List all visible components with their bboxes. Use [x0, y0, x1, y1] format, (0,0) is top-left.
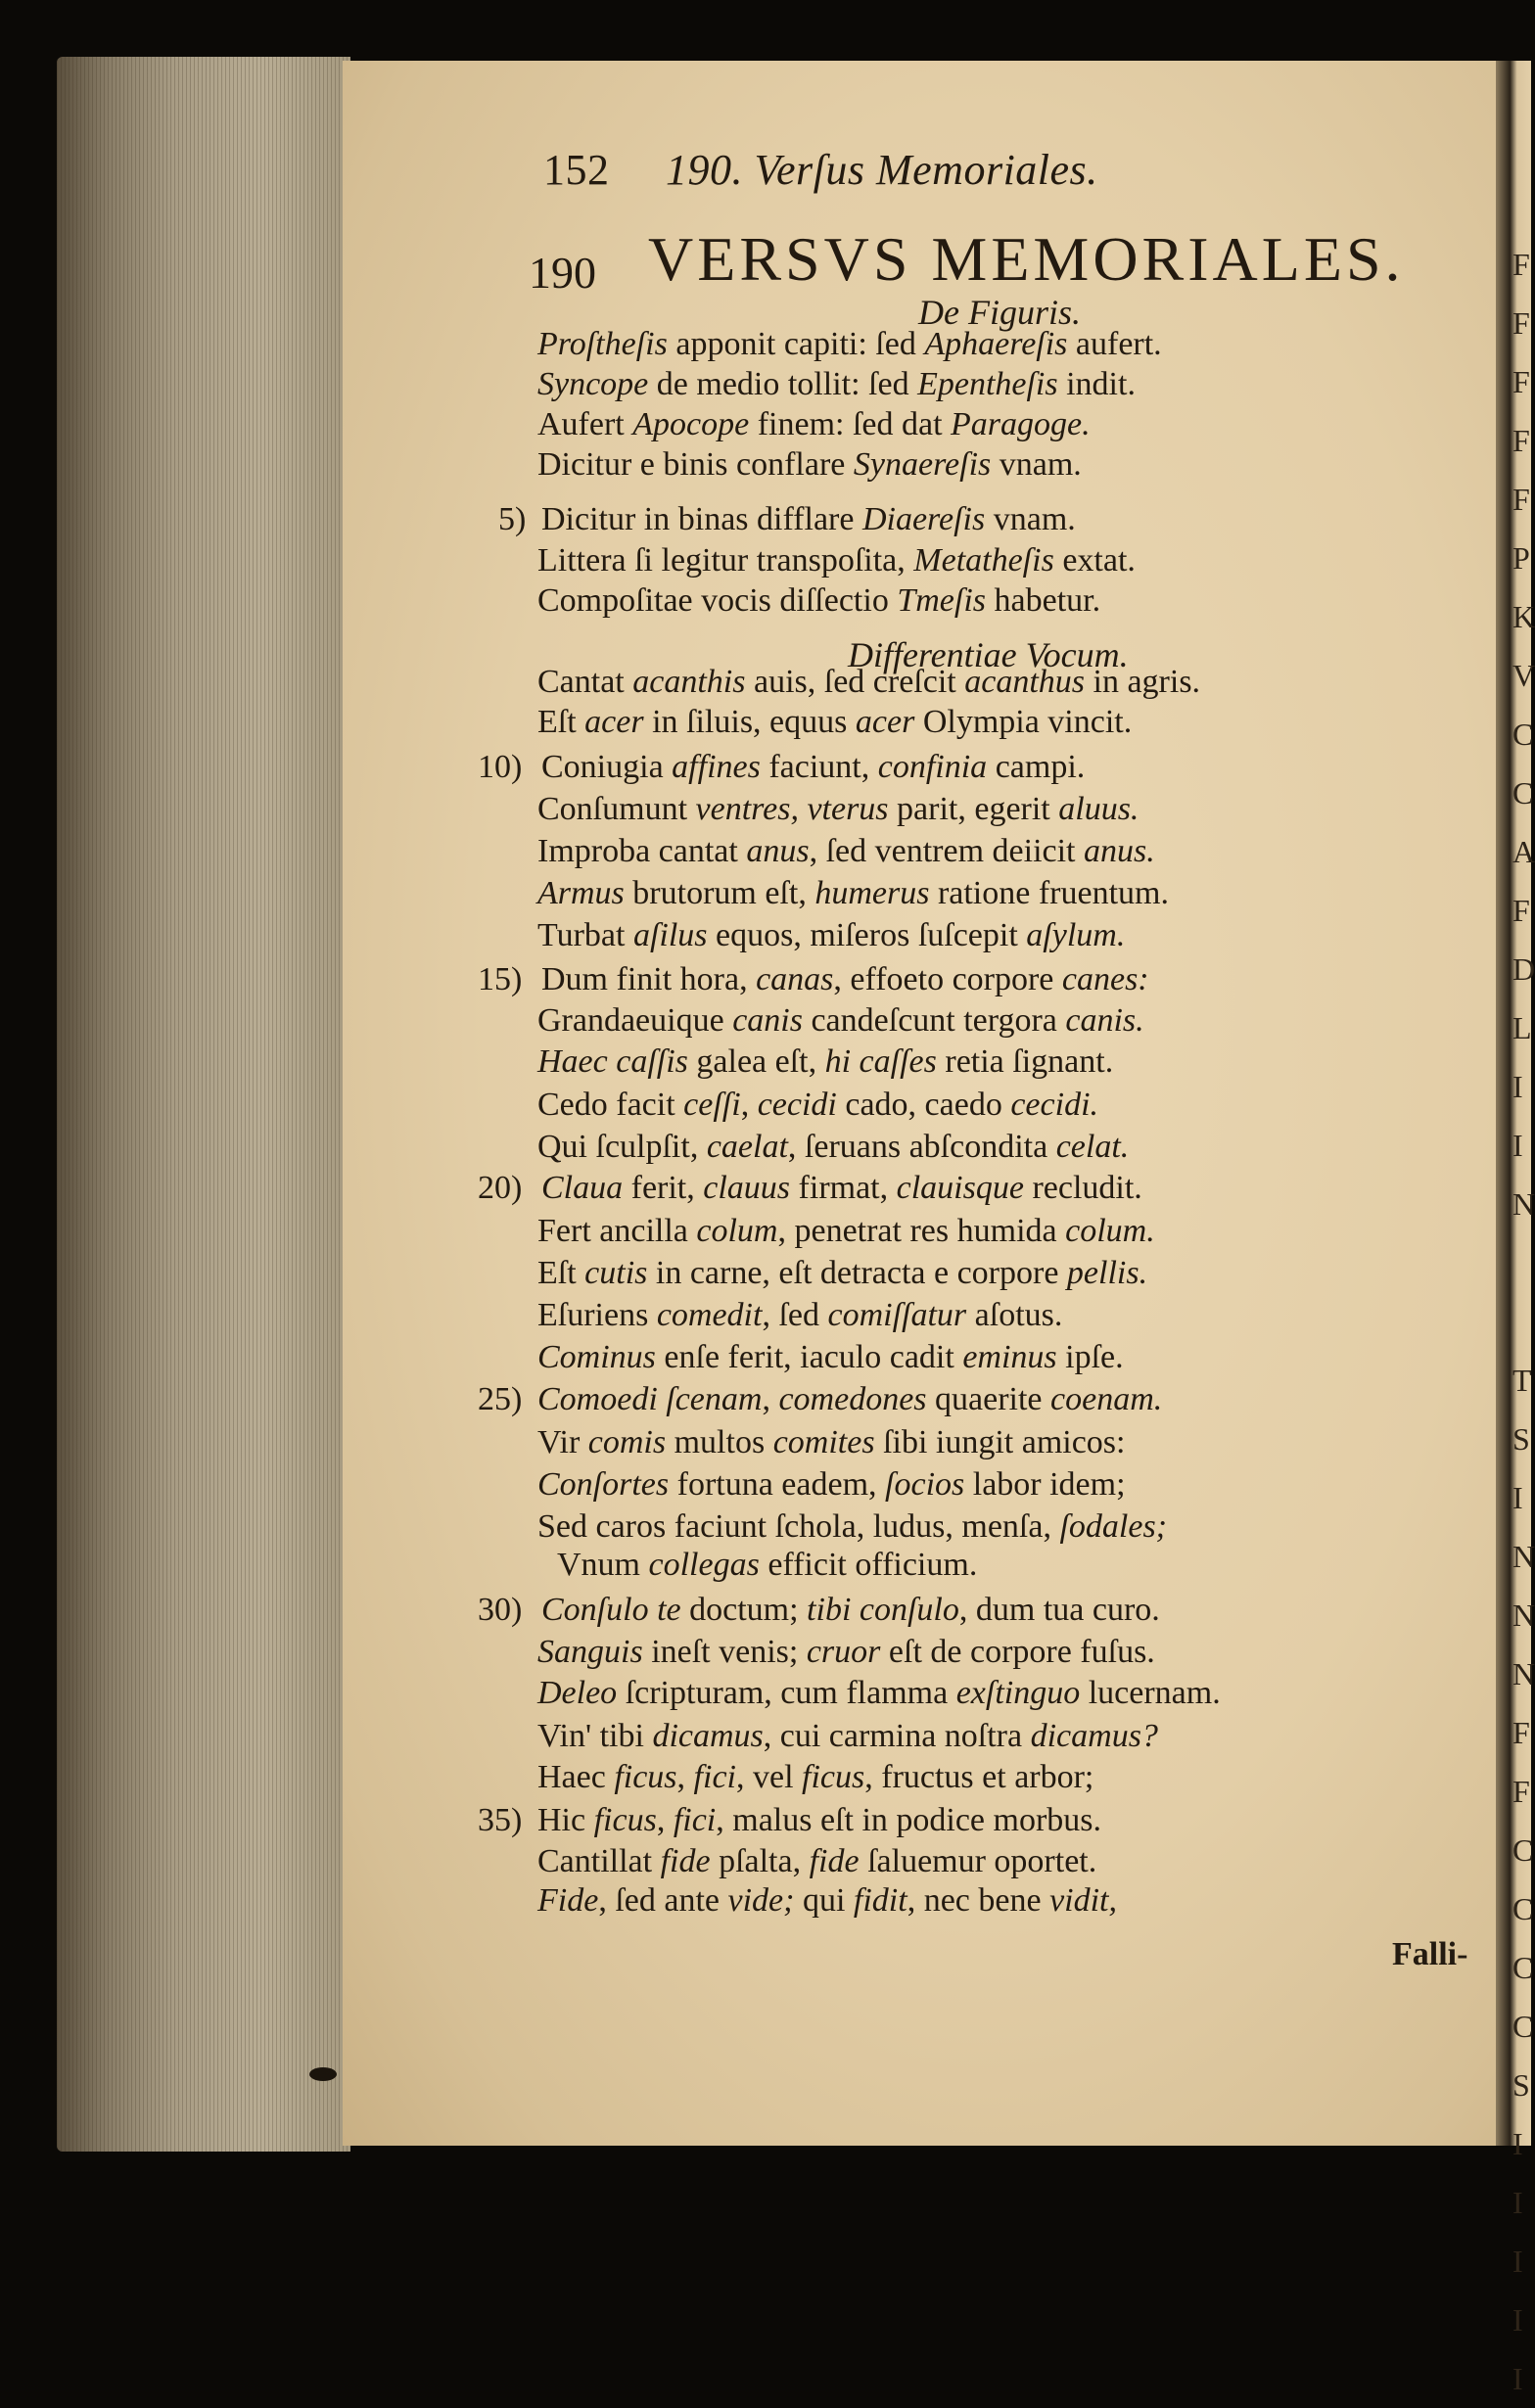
verse-line [537, 1131, 1129, 1164]
italic-word: caelat [706, 1129, 788, 1165]
verse-text: parit, egerit [888, 791, 1059, 827]
italic-word: colum [696, 1213, 778, 1249]
running-head [543, 145, 1098, 195]
italic-word: ficus [614, 1759, 677, 1795]
verse-text: Aufert [537, 406, 633, 442]
italic-word: comites [772, 1424, 875, 1460]
verse-text: doctum; [680, 1592, 808, 1628]
subtitle-figures: De Figuris. [918, 293, 1081, 332]
verse-text: pſalta, [710, 1843, 810, 1879]
verse-line [541, 1594, 1160, 1627]
italic-word: Claua [541, 1170, 624, 1206]
italic-word: acanthis [632, 664, 746, 700]
verse-text: Eſuriens [537, 1297, 657, 1333]
italic-word: celat. [1055, 1129, 1130, 1165]
verse-text: ineſt venis; [642, 1634, 807, 1670]
verse-text: , penetrat res humida [777, 1213, 1066, 1249]
italic-word: aſylum. [1026, 917, 1126, 953]
verse-text: Littera ſi legitur transpoſita, [537, 542, 914, 579]
verse-text: firmat, [790, 1170, 897, 1206]
verse-text: aſotus. [966, 1297, 1063, 1333]
italic-word: collegas [648, 1547, 760, 1583]
verse-line [537, 1341, 1124, 1374]
verse-text: , cui carmina noſtra [763, 1718, 1031, 1754]
verse-text: Vnum [557, 1547, 649, 1583]
italic-word: ſodales; [1059, 1508, 1168, 1545]
verse-line [537, 835, 1155, 868]
verse-text: fortuna eadem, [669, 1466, 886, 1503]
verse-line [537, 368, 1136, 401]
verse-line [537, 1299, 1062, 1332]
verse-text: Compoſitae vocis diſſectio [537, 582, 898, 619]
italic-word: fide [660, 1843, 711, 1879]
italic-word: hi caſſes [824, 1043, 937, 1080]
verse-text: ferit, [623, 1170, 704, 1206]
verse-text: Dum finit hora, [541, 961, 757, 997]
verse-text: Coniugia [541, 749, 673, 785]
italic-word: Fide [537, 1882, 599, 1919]
italic-word: colum. [1065, 1213, 1155, 1249]
verse-text: extat. [1053, 542, 1136, 579]
verse-line [537, 1257, 1147, 1290]
verse-line [537, 1720, 1158, 1753]
verse-line [537, 408, 1091, 441]
italic-word: aluus. [1058, 791, 1140, 827]
verse-text: in ſiluis, equus [643, 704, 856, 740]
italic-word: acer [855, 704, 915, 740]
italic-word: coenam. [1050, 1381, 1163, 1417]
section-title: VERSVS MEMORIALES. [648, 224, 1405, 294]
verse-line [537, 877, 1169, 910]
italic-word: Epentheſis [917, 366, 1058, 402]
italic-word: Diaereſis [861, 501, 986, 537]
italic-word: Tmeſis [897, 582, 987, 619]
verse-text: campi. [987, 749, 1086, 785]
verse-line [537, 793, 1139, 826]
italic-word: Comoedi ſcenam [537, 1381, 763, 1417]
italic-word: fidit [853, 1882, 907, 1919]
verse-text: , [676, 1759, 694, 1795]
italic-word: canis. [1065, 1002, 1144, 1039]
verse-text: Olympia vincit. [914, 704, 1133, 740]
verse-text: Sed caros faciunt ſchola, ludus, menſa, [537, 1508, 1060, 1545]
catchword: Falli- [1392, 1936, 1468, 1972]
verse-text: ſibi iungit amicos: [874, 1424, 1126, 1460]
verse-text: faciunt, [760, 749, 878, 785]
verse-text: candeſcunt tergora [802, 1002, 1066, 1039]
italic-word: Cominus [537, 1339, 656, 1375]
verse-text: equos, miſeros ſuſcepit [707, 917, 1027, 953]
verse-text: in carne, eſt detracta e corpore [647, 1255, 1067, 1291]
verse-text: quaerite [926, 1381, 1051, 1417]
verse-line [537, 666, 1200, 699]
verse-text: Cantat [537, 664, 633, 700]
italic-word: Syncope [537, 366, 649, 402]
italic-word: eminus [962, 1339, 1057, 1375]
verse-text: cado, caedo [836, 1087, 1011, 1123]
verse-text: Qui ſculpſit, [537, 1129, 707, 1165]
verse-text: , ſed [762, 1297, 828, 1333]
verse-text: brutorum eſt, [624, 875, 815, 911]
line-number: 15) [478, 961, 523, 997]
italic-word: humerus [814, 875, 930, 911]
italic-word: Conſortes [537, 1466, 670, 1503]
italic-word: anus [746, 833, 810, 869]
italic-word: Metatheſis [913, 542, 1054, 579]
italic-word: anus. [1084, 833, 1155, 869]
line-number: 5) [498, 501, 527, 537]
verse-line [541, 503, 1076, 536]
verse-text: Improba cantat [537, 833, 747, 869]
verse-text: , [656, 1802, 674, 1838]
italic-word: comedones [778, 1381, 927, 1417]
verse-text: enſe ferit, iaculo cadit [655, 1339, 963, 1375]
verse-text: , malus eſt in podice morbus. [716, 1802, 1102, 1838]
facing-page-margin: F F F F F P K V C C A F D L I I N T S I N N N F F C C C C S I I I I I [1512, 247, 1535, 2396]
italic-word: Armus [537, 875, 625, 911]
verse-text: apponit capiti: ſed [667, 326, 925, 362]
verse-line [537, 328, 1162, 361]
verse-line [537, 919, 1125, 952]
verse-text: retia ſignant. [936, 1043, 1114, 1080]
verse-text: Grandaeuique [537, 1002, 733, 1039]
verse-line [537, 1045, 1113, 1079]
italic-word: cruor [806, 1634, 881, 1670]
verse-line [537, 1426, 1125, 1459]
page-block-edge [57, 57, 350, 2152]
verse-text: Turbat [537, 917, 633, 953]
italic-word: canis [732, 1002, 803, 1039]
italic-word: vide; [727, 1882, 795, 1919]
verse-text: in agris. [1085, 664, 1201, 700]
verse-line [537, 1510, 1167, 1544]
verse-text: , [740, 1087, 758, 1123]
italic-word: Sanguis [537, 1634, 643, 1670]
verse-line [537, 544, 1136, 578]
verse-text: Cedo facit [537, 1087, 684, 1123]
verse-text: vnam. [991, 446, 1082, 483]
running-title-num: 190. [666, 146, 743, 194]
italic-word: ficus [802, 1759, 865, 1795]
verse-text: , vel [735, 1759, 803, 1795]
verse-text: de medio tollit: ſed [648, 366, 918, 402]
verse-line [541, 751, 1085, 784]
italic-word: Conſulo te [541, 1592, 681, 1628]
italic-word: acanthus [964, 664, 1086, 700]
subtitle-differentiae: Differentiae Vocum. [848, 635, 1129, 674]
verse-text: , [762, 1381, 779, 1417]
verse-text: efficit officium. [759, 1547, 978, 1583]
verse-text: habetur. [986, 582, 1101, 619]
section-number: 190 [529, 248, 596, 298]
verse-text: Dicitur in binas difflare [541, 501, 862, 537]
italic-word: clauisque [896, 1170, 1024, 1206]
page-number: 152 [543, 146, 610, 194]
italic-word: Proſtheſis [537, 326, 668, 362]
italic-word: acer [584, 704, 644, 740]
verse-text: , effoeto corpore [833, 961, 1062, 997]
italic-word: comiſſatur [827, 1297, 967, 1333]
italic-word: vidit, [1049, 1882, 1117, 1919]
verse-line [537, 1884, 1117, 1918]
italic-word: Apocope [632, 406, 750, 442]
italic-word: comedit [656, 1297, 763, 1333]
verse-text: recludit. [1023, 1170, 1142, 1206]
italic-word: ſocios [885, 1466, 965, 1503]
italic-word: canas [756, 961, 834, 997]
verse-text: Eſt [537, 704, 585, 740]
verse-text: aufert. [1067, 326, 1162, 362]
italic-word: clauus [703, 1170, 791, 1206]
verse-text: Eſt [537, 1255, 585, 1291]
verse-text: indit. [1057, 366, 1136, 402]
verse-text: , fructus et arbor; [864, 1759, 1094, 1795]
verse-text: eſt de corpore fuſus. [880, 1634, 1155, 1670]
verse-line [537, 584, 1100, 618]
italic-word: Paragoge. [951, 406, 1091, 442]
italic-word: Synaereſis [853, 446, 992, 483]
verse-text: , dum tua curo. [958, 1592, 1160, 1628]
verse-line [537, 1804, 1101, 1837]
italic-word: ficus [593, 1802, 657, 1838]
verse-text: qui [794, 1882, 854, 1919]
verse-text: finem: ſed dat [749, 406, 952, 442]
verse-line [537, 1845, 1096, 1878]
verse-text: Hic [537, 1802, 594, 1838]
italic-word: cecidi [757, 1087, 837, 1123]
verse-text: Vin' tibi [537, 1718, 653, 1754]
verse-line [537, 1468, 1126, 1502]
line-number: 25) [478, 1381, 523, 1417]
italic-word: ventres, vterus [695, 791, 889, 827]
verse-text: ſaluemur oportet. [859, 1843, 1097, 1879]
line-number: 35) [478, 1802, 523, 1838]
verse-text: , ſed ante [598, 1882, 728, 1919]
italic-word: affines [672, 749, 761, 785]
italic-word: comis [587, 1424, 667, 1460]
verse-line [537, 1383, 1162, 1416]
verse-text: multos [666, 1424, 773, 1460]
verse-text: ſcripturam, cum flamma [617, 1675, 956, 1711]
verse-line [537, 706, 1132, 739]
verse-line [557, 1549, 977, 1582]
italic-word: cecidi. [1010, 1087, 1099, 1123]
italic-word: fide [809, 1843, 860, 1879]
verse-text: , nec bene [907, 1882, 1050, 1919]
italic-word: confinia [877, 749, 988, 785]
italic-word: canes: [1061, 961, 1149, 997]
verse-text: Cantillat [537, 1843, 661, 1879]
verse-text: Dicitur e binis conflare [537, 446, 854, 483]
verse-text: galea eſt, [687, 1043, 825, 1080]
italic-word: exſtinguo [955, 1675, 1081, 1711]
italic-word: dicamus [652, 1718, 764, 1754]
italic-word: Haec caſſis [537, 1043, 688, 1080]
verse-text: vnam. [985, 501, 1076, 537]
verse-line [537, 1677, 1221, 1710]
verse-text: labor idem; [964, 1466, 1126, 1503]
verse-text: , ſed ventrem deiicit [809, 833, 1084, 869]
verse-text: Vir [537, 1424, 588, 1460]
line-number: 30) [478, 1592, 523, 1628]
italic-word: fici [693, 1759, 736, 1795]
ink-stain [309, 2067, 337, 2081]
italic-word: Aphaereſis [924, 326, 1068, 362]
italic-word: tibi conſulo [807, 1592, 959, 1628]
verse-text: auis, ſed creſcit [745, 664, 965, 700]
italic-word: cutis [584, 1255, 648, 1291]
verse-line [537, 1004, 1144, 1038]
verse-text: , ſeruans abſcondita [787, 1129, 1056, 1165]
verse-text: Haec [537, 1759, 615, 1795]
verse-line [537, 448, 1082, 482]
verse-text: ipſe. [1056, 1339, 1124, 1375]
verse-text: lucernam. [1080, 1675, 1221, 1711]
running-title: Verſus Memoriales. [754, 146, 1098, 194]
verse-line [541, 1172, 1142, 1205]
italic-word: Deleo [537, 1675, 618, 1711]
verse-line [537, 1215, 1155, 1248]
italic-word: pellis. [1066, 1255, 1148, 1291]
verse-line [537, 1761, 1093, 1794]
verse-text: Fert ancilla [537, 1213, 697, 1249]
italic-word: ceſſi [683, 1087, 741, 1123]
line-number: 10) [478, 749, 523, 785]
verse-line [537, 1088, 1098, 1122]
verse-text: ratione fruentum. [929, 875, 1169, 911]
verse-line [541, 963, 1149, 996]
italic-word: aſilus [632, 917, 708, 953]
italic-word: fici [673, 1802, 717, 1838]
verse-line [537, 1636, 1155, 1669]
italic-word: dicamus? [1030, 1718, 1158, 1754]
line-number: 20) [478, 1170, 523, 1206]
verse-text: Conſumunt [537, 791, 696, 827]
